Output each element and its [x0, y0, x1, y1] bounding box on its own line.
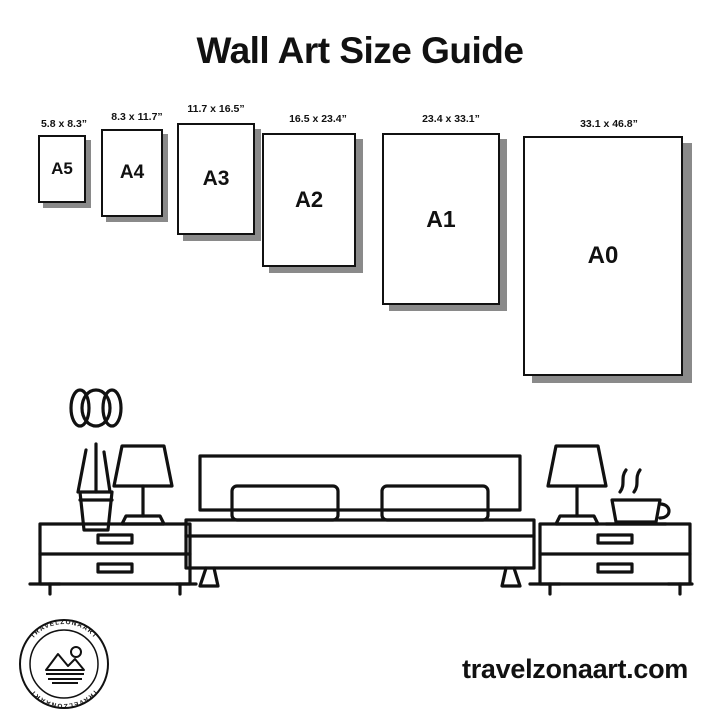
left-nightstand	[40, 524, 190, 594]
frame-box-a3	[177, 123, 255, 235]
bedroom-illustration	[0, 380, 720, 610]
frame-name-a2: A2	[294, 187, 324, 212]
logo-text-bottom: TRAVELZONAART	[29, 688, 99, 710]
frame-dimensions-a5: 5.8 x 8.3”	[40, 118, 88, 130]
frame-box-a4	[101, 129, 163, 217]
vase-with-flowers	[71, 390, 121, 530]
right-nightstand	[540, 524, 690, 594]
frame-name-a5: A5	[51, 159, 73, 178]
frame-dimensions-a4: 8.3 x 11.7”	[111, 111, 163, 123]
footer	[0, 610, 720, 720]
frame-name-a0: A0	[587, 242, 619, 269]
frame-dimensions-a2: 16.5 x 23.4”	[289, 113, 347, 125]
site-url: travelzonaart.com	[462, 654, 688, 684]
frame-name-a4: A4	[119, 162, 145, 183]
coffee-cup	[606, 470, 669, 524]
brand-logo	[18, 618, 110, 710]
frame-box-a1	[382, 133, 500, 305]
frame-dimensions-a3: 11.7 x 16.5”	[187, 103, 245, 115]
frame-dimensions-a1: 23.4 x 33.1”	[422, 113, 480, 125]
left-table-lamp	[114, 446, 172, 524]
right-table-lamp	[548, 446, 606, 524]
frame-box-a2	[262, 133, 356, 267]
frame-box-a0	[523, 136, 683, 376]
logo-text-top: TRAVELZONAART	[29, 618, 99, 640]
bed	[186, 456, 534, 586]
frame-name-a1: A1	[426, 205, 456, 232]
frame-box-a5	[38, 135, 86, 203]
frame-dimensions-a0: 33.1 x 46.8”	[580, 118, 638, 130]
frame-name-a3: A3	[202, 167, 230, 190]
page-title: Wall Art Size Guide	[196, 30, 524, 71]
